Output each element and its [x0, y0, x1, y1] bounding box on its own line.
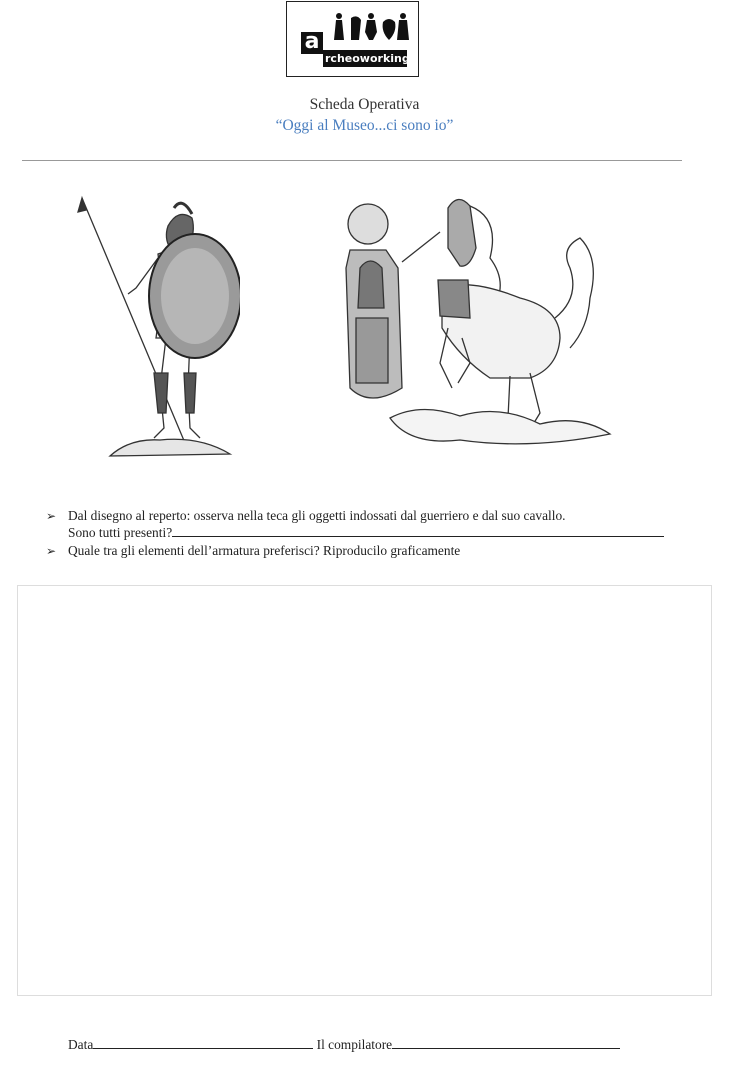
- compilatore-label: Il compilatore: [316, 1037, 393, 1052]
- page-subtitle: “Oggi al Museo...ci sono io”: [275, 117, 454, 134]
- archeoworking-logo: [286, 1, 419, 77]
- drawing-area[interactable]: [17, 585, 712, 996]
- question-1: [46, 508, 706, 541]
- question-1-line2: Sono tutti presenti?: [68, 525, 173, 540]
- header-divider: [22, 160, 682, 161]
- compilatore-field[interactable]: [392, 1036, 620, 1049]
- page-title: Scheda Operativa: [309, 96, 420, 113]
- footer: [68, 1036, 620, 1053]
- logo-letter: a: [304, 29, 320, 54]
- date-field[interactable]: [93, 1036, 313, 1049]
- question-list: [46, 508, 706, 559]
- question-1-line1: Dal disegno al reperto: osserva nella teca gli oggetti indossati dal guerriero e dal suo cavallo.: [68, 508, 566, 523]
- arrowhead-bullet-icon: ➢: [46, 509, 57, 523]
- horse-ornament-illustration: [330, 188, 620, 463]
- answer-line[interactable]: [172, 524, 664, 537]
- question-2-text: Quale tra gli elementi dell’armatura preferisci? Riproducilo graficamente: [68, 543, 461, 558]
- data-label: Data: [68, 1037, 94, 1052]
- logo-brand-text: rcheoworking: [325, 52, 410, 65]
- question-2: [46, 543, 706, 559]
- warrior-illustration: [70, 188, 240, 463]
- figures-icon: [331, 10, 411, 50]
- arrowhead-bullet-icon: ➢: [46, 544, 57, 558]
